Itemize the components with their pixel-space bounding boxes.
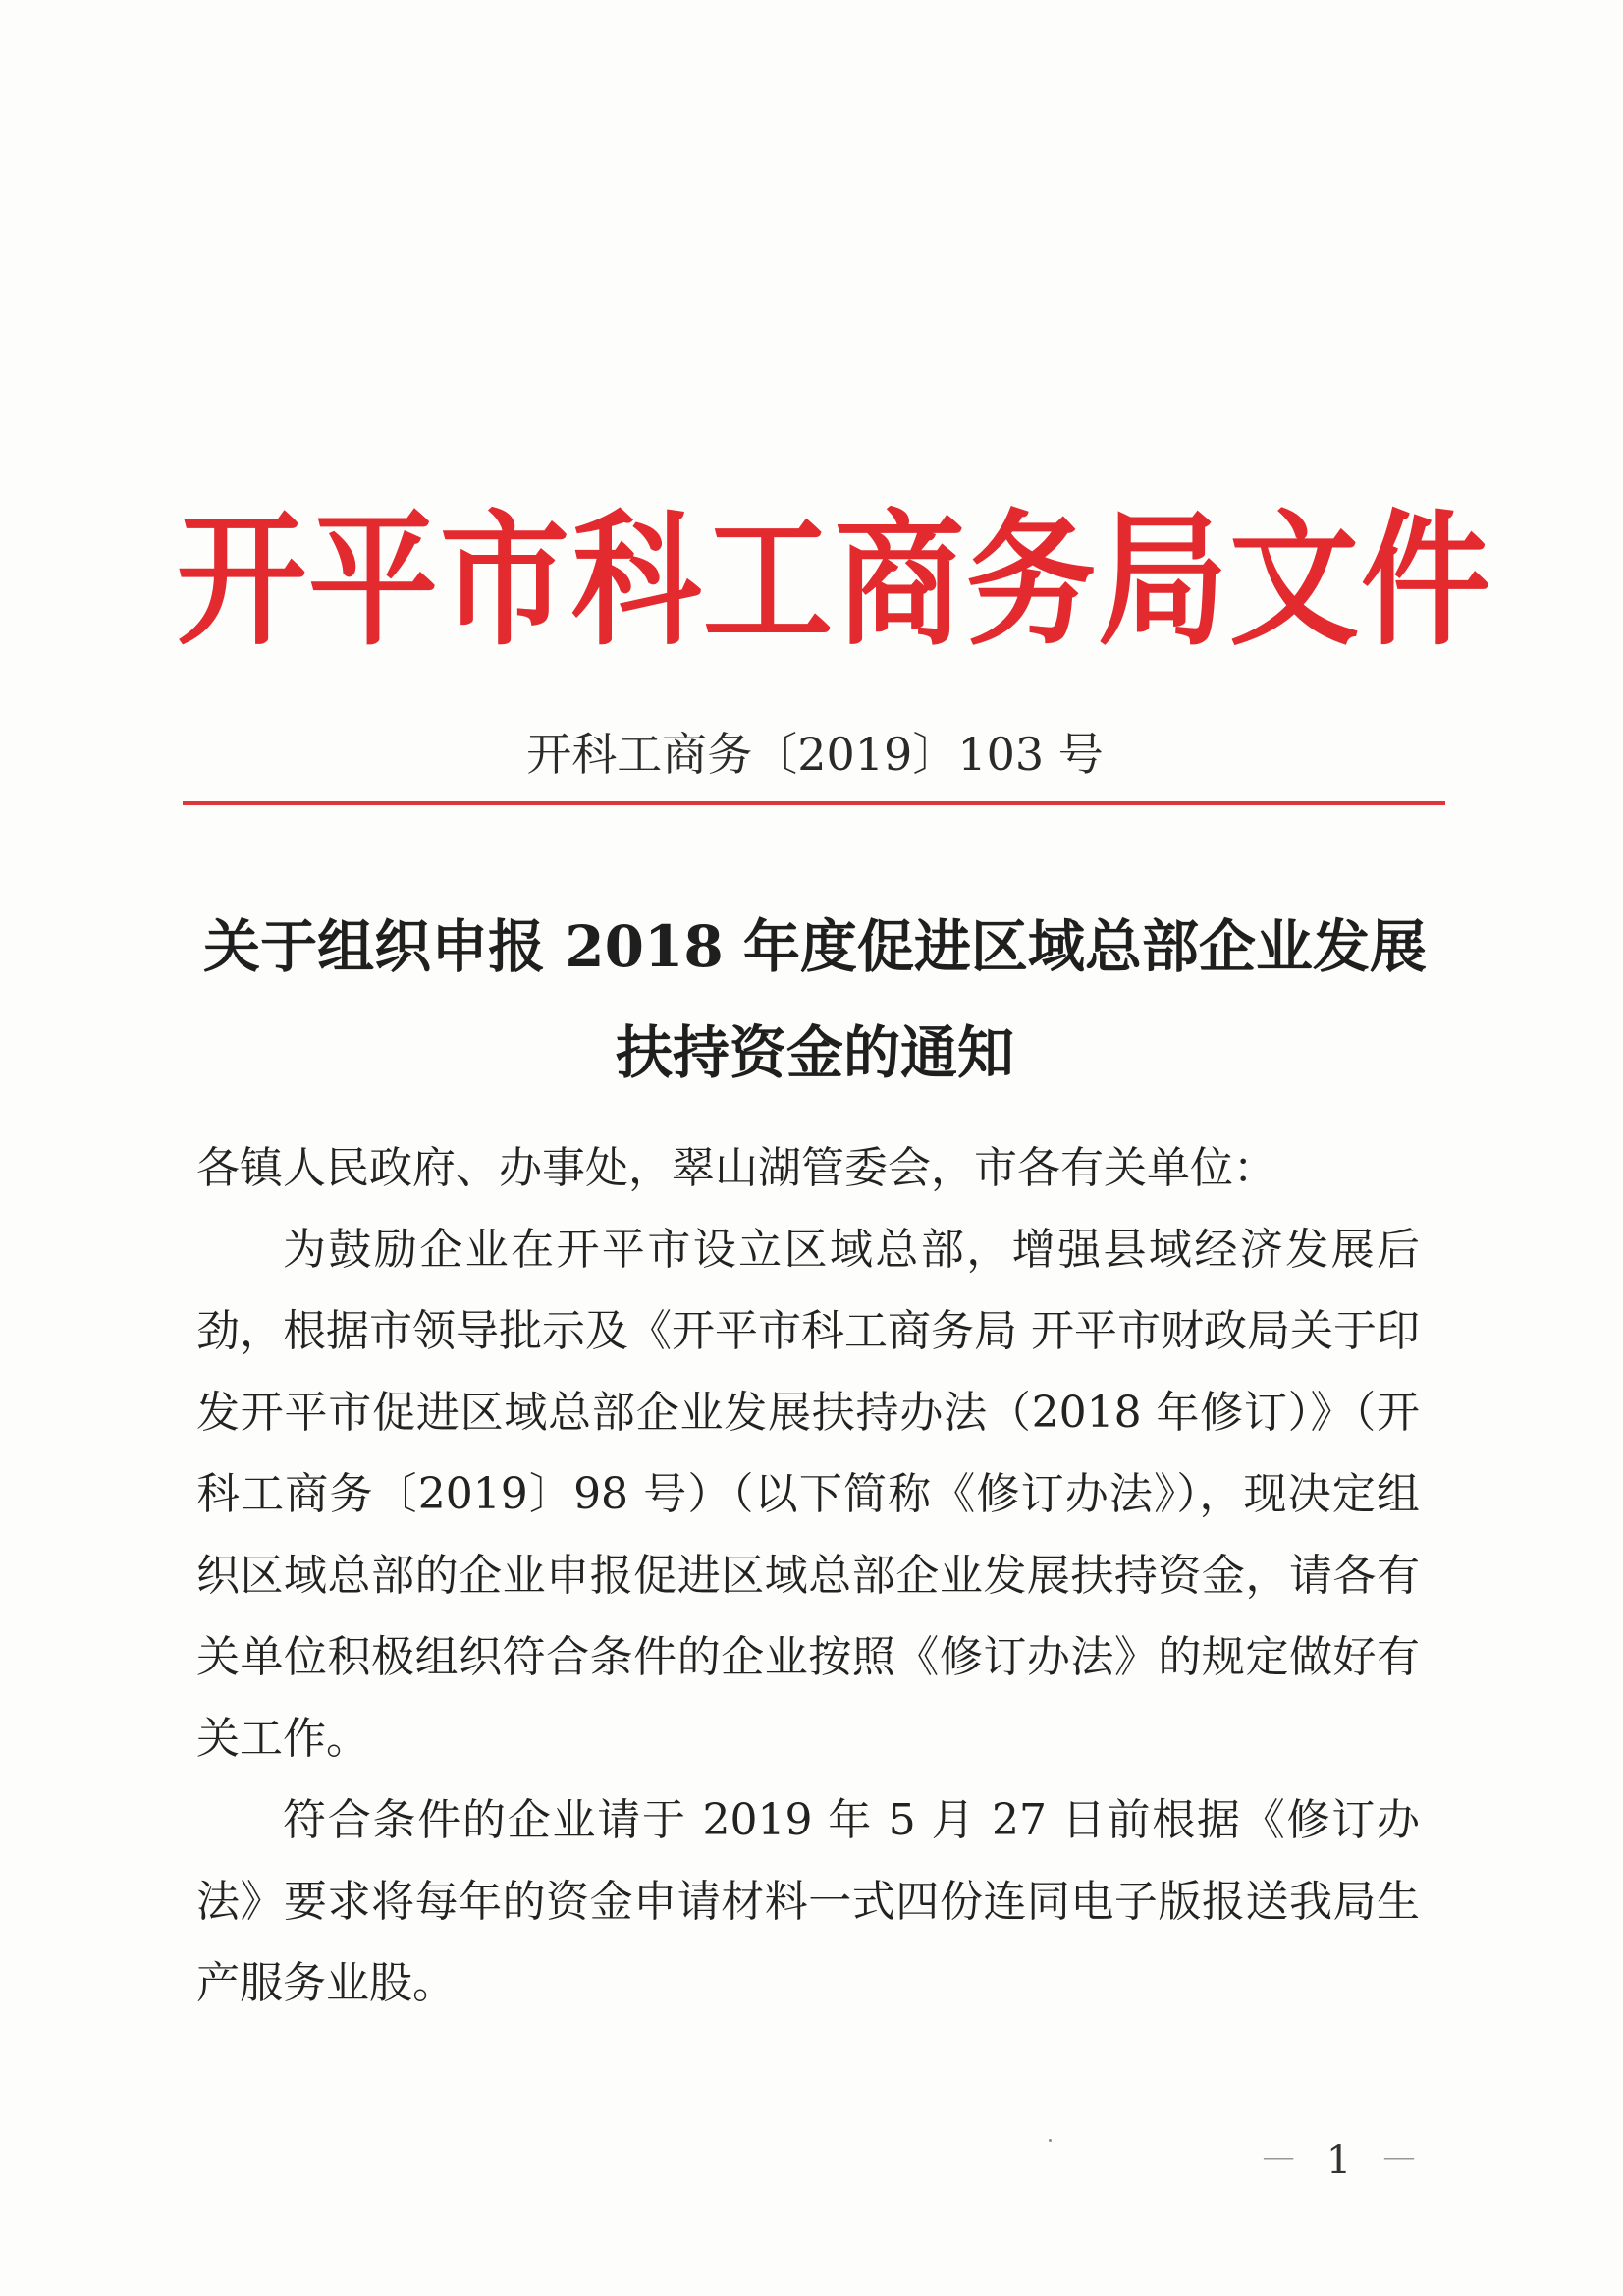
notice-title-line-2: 扶持资金的通知 xyxy=(615,1019,1014,1086)
body-paragraph-1: 为鼓励企业在开平市设立区域总部，增强县域经济发展后劲，根据市领导批示及《开平市科工商务局 开平市财政局关于印发开平市促进区域总部企业发展扶持办法（2018 年修订）》（开科工商务〔2019〕98 号）（以下简称《修订办法》），现决定组织区域总部的企业申报促进区域总部企业发展扶持资金，请各有关单位积极组织符合条件的企业按照《修订办法》的规定做好有关工作。 xyxy=(196,1225,1420,1764)
addressee-line: 各镇人民政府、办事处，翠山湖管委会，市各有关单位： xyxy=(196,1143,1276,1193)
notice-title-line-1: 关于组织申报 2018 年度促进区域总部企业发展 xyxy=(203,913,1427,980)
notice-body xyxy=(196,1127,1420,2024)
page-number: － 1 － xyxy=(1259,2138,1427,2183)
red-divider-line xyxy=(183,801,1445,805)
document-number: 开科工商务〔2019〕103 号 xyxy=(526,728,1104,781)
notice-title xyxy=(177,894,1453,1106)
scan-speck xyxy=(1049,2139,1052,2142)
masthead-title: 开平市科工商务局文件 xyxy=(177,495,1492,667)
body-paragraph-2: 符合条件的企业请于 2019 年 5 月 27 日前根据《修订办法》要求将每年的资金申请材料一式四份连同电子版报送我局生产服务业股。 xyxy=(196,1795,1420,2008)
